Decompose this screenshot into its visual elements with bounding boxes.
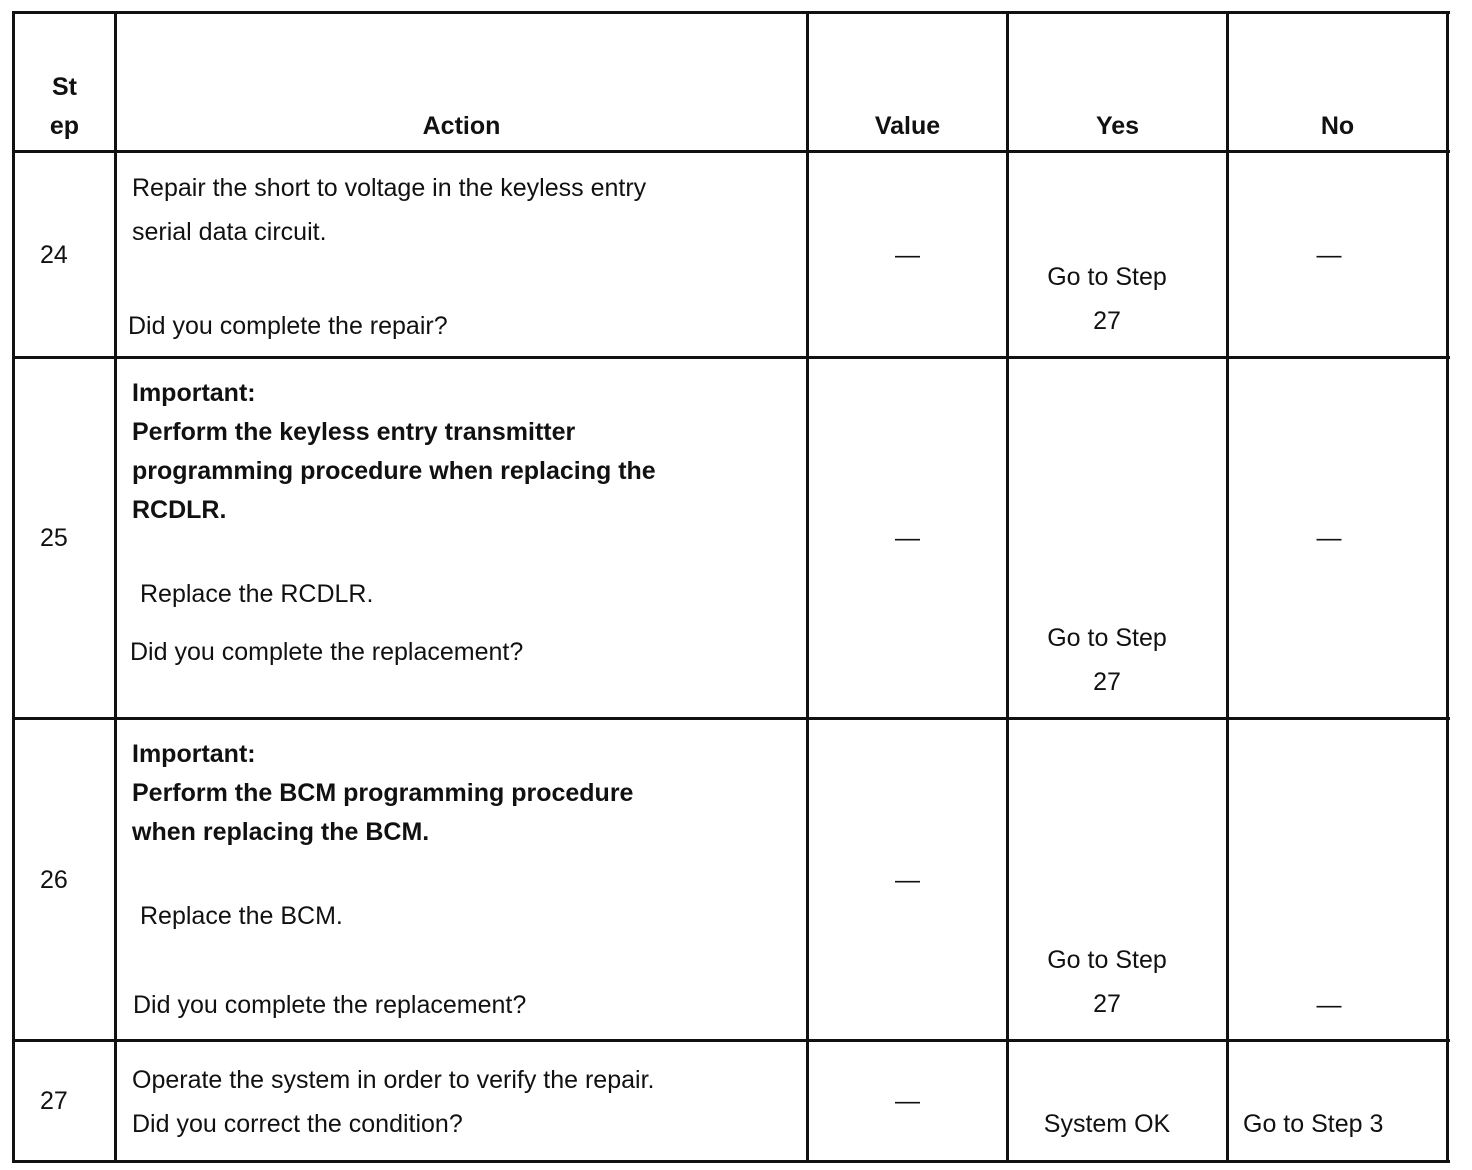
yes-cell-line2: 27 bbox=[1093, 990, 1121, 1018]
action-question: Did you complete the replacement? bbox=[133, 991, 527, 1019]
table-border-left bbox=[12, 11, 15, 1163]
no-cell: Go to Step 3 bbox=[1243, 1110, 1384, 1138]
important-note: programming procedure when replacing the bbox=[132, 457, 656, 485]
header-no: No bbox=[1320, 112, 1355, 140]
yes-cell-line2: 27 bbox=[1093, 307, 1121, 335]
important-note: Perform the BCM programming procedure bbox=[132, 779, 634, 807]
header-action: Action bbox=[422, 112, 501, 140]
column-divider bbox=[806, 11, 809, 1163]
step-number: 27 bbox=[40, 1087, 68, 1115]
action-question: Did you complete the replacement? bbox=[130, 638, 524, 666]
action-instruction: Replace the BCM. bbox=[140, 902, 343, 930]
action-text: Operate the system in order to verify the repair. bbox=[132, 1066, 655, 1094]
important-label: Important: bbox=[132, 740, 256, 768]
important-note: Perform the keyless entry transmitter bbox=[132, 418, 576, 446]
yes-cell-line1: Go to Step bbox=[1047, 624, 1167, 652]
value-cell: — bbox=[895, 524, 920, 552]
no-cell: — bbox=[1316, 524, 1342, 552]
table-border-top bbox=[12, 11, 1450, 14]
yes-cell-line2: 27 bbox=[1093, 668, 1121, 696]
header-step-line2: ep bbox=[49, 112, 80, 140]
important-note: RCDLR. bbox=[132, 496, 227, 524]
header-divider bbox=[12, 150, 1450, 153]
important-note: when replacing the BCM. bbox=[132, 818, 430, 846]
action-instruction: Replace the RCDLR. bbox=[140, 580, 374, 608]
row-divider bbox=[12, 717, 1450, 720]
value-cell: — bbox=[895, 241, 920, 269]
table-border-right bbox=[1446, 11, 1449, 1163]
header-value: Value bbox=[874, 112, 941, 140]
yes-cell-line1: Go to Step bbox=[1047, 263, 1167, 291]
header-yes: Yes bbox=[1095, 112, 1140, 140]
step-number: 24 bbox=[40, 241, 68, 269]
table-border-bottom bbox=[12, 1160, 1450, 1163]
row-divider bbox=[12, 1039, 1450, 1042]
yes-cell-line1: Go to Step bbox=[1047, 946, 1167, 974]
row-divider bbox=[12, 356, 1450, 359]
no-cell: — bbox=[1316, 241, 1342, 269]
action-text: serial data circuit. bbox=[132, 218, 327, 246]
action-question: Did you complete the repair? bbox=[128, 312, 448, 340]
action-question: Did you correct the condition? bbox=[132, 1110, 463, 1138]
important-label: Important: bbox=[132, 379, 256, 407]
step-number: 26 bbox=[40, 866, 68, 894]
column-divider bbox=[114, 11, 117, 1163]
value-cell: — bbox=[895, 1087, 920, 1115]
action-text: Repair the short to voltage in the keyless entry bbox=[132, 174, 647, 202]
step-number: 25 bbox=[40, 524, 68, 552]
yes-cell: System OK bbox=[1043, 1110, 1171, 1138]
no-cell: — bbox=[1316, 991, 1342, 1019]
header-step-line1: St bbox=[52, 73, 77, 101]
value-cell: — bbox=[895, 866, 920, 894]
